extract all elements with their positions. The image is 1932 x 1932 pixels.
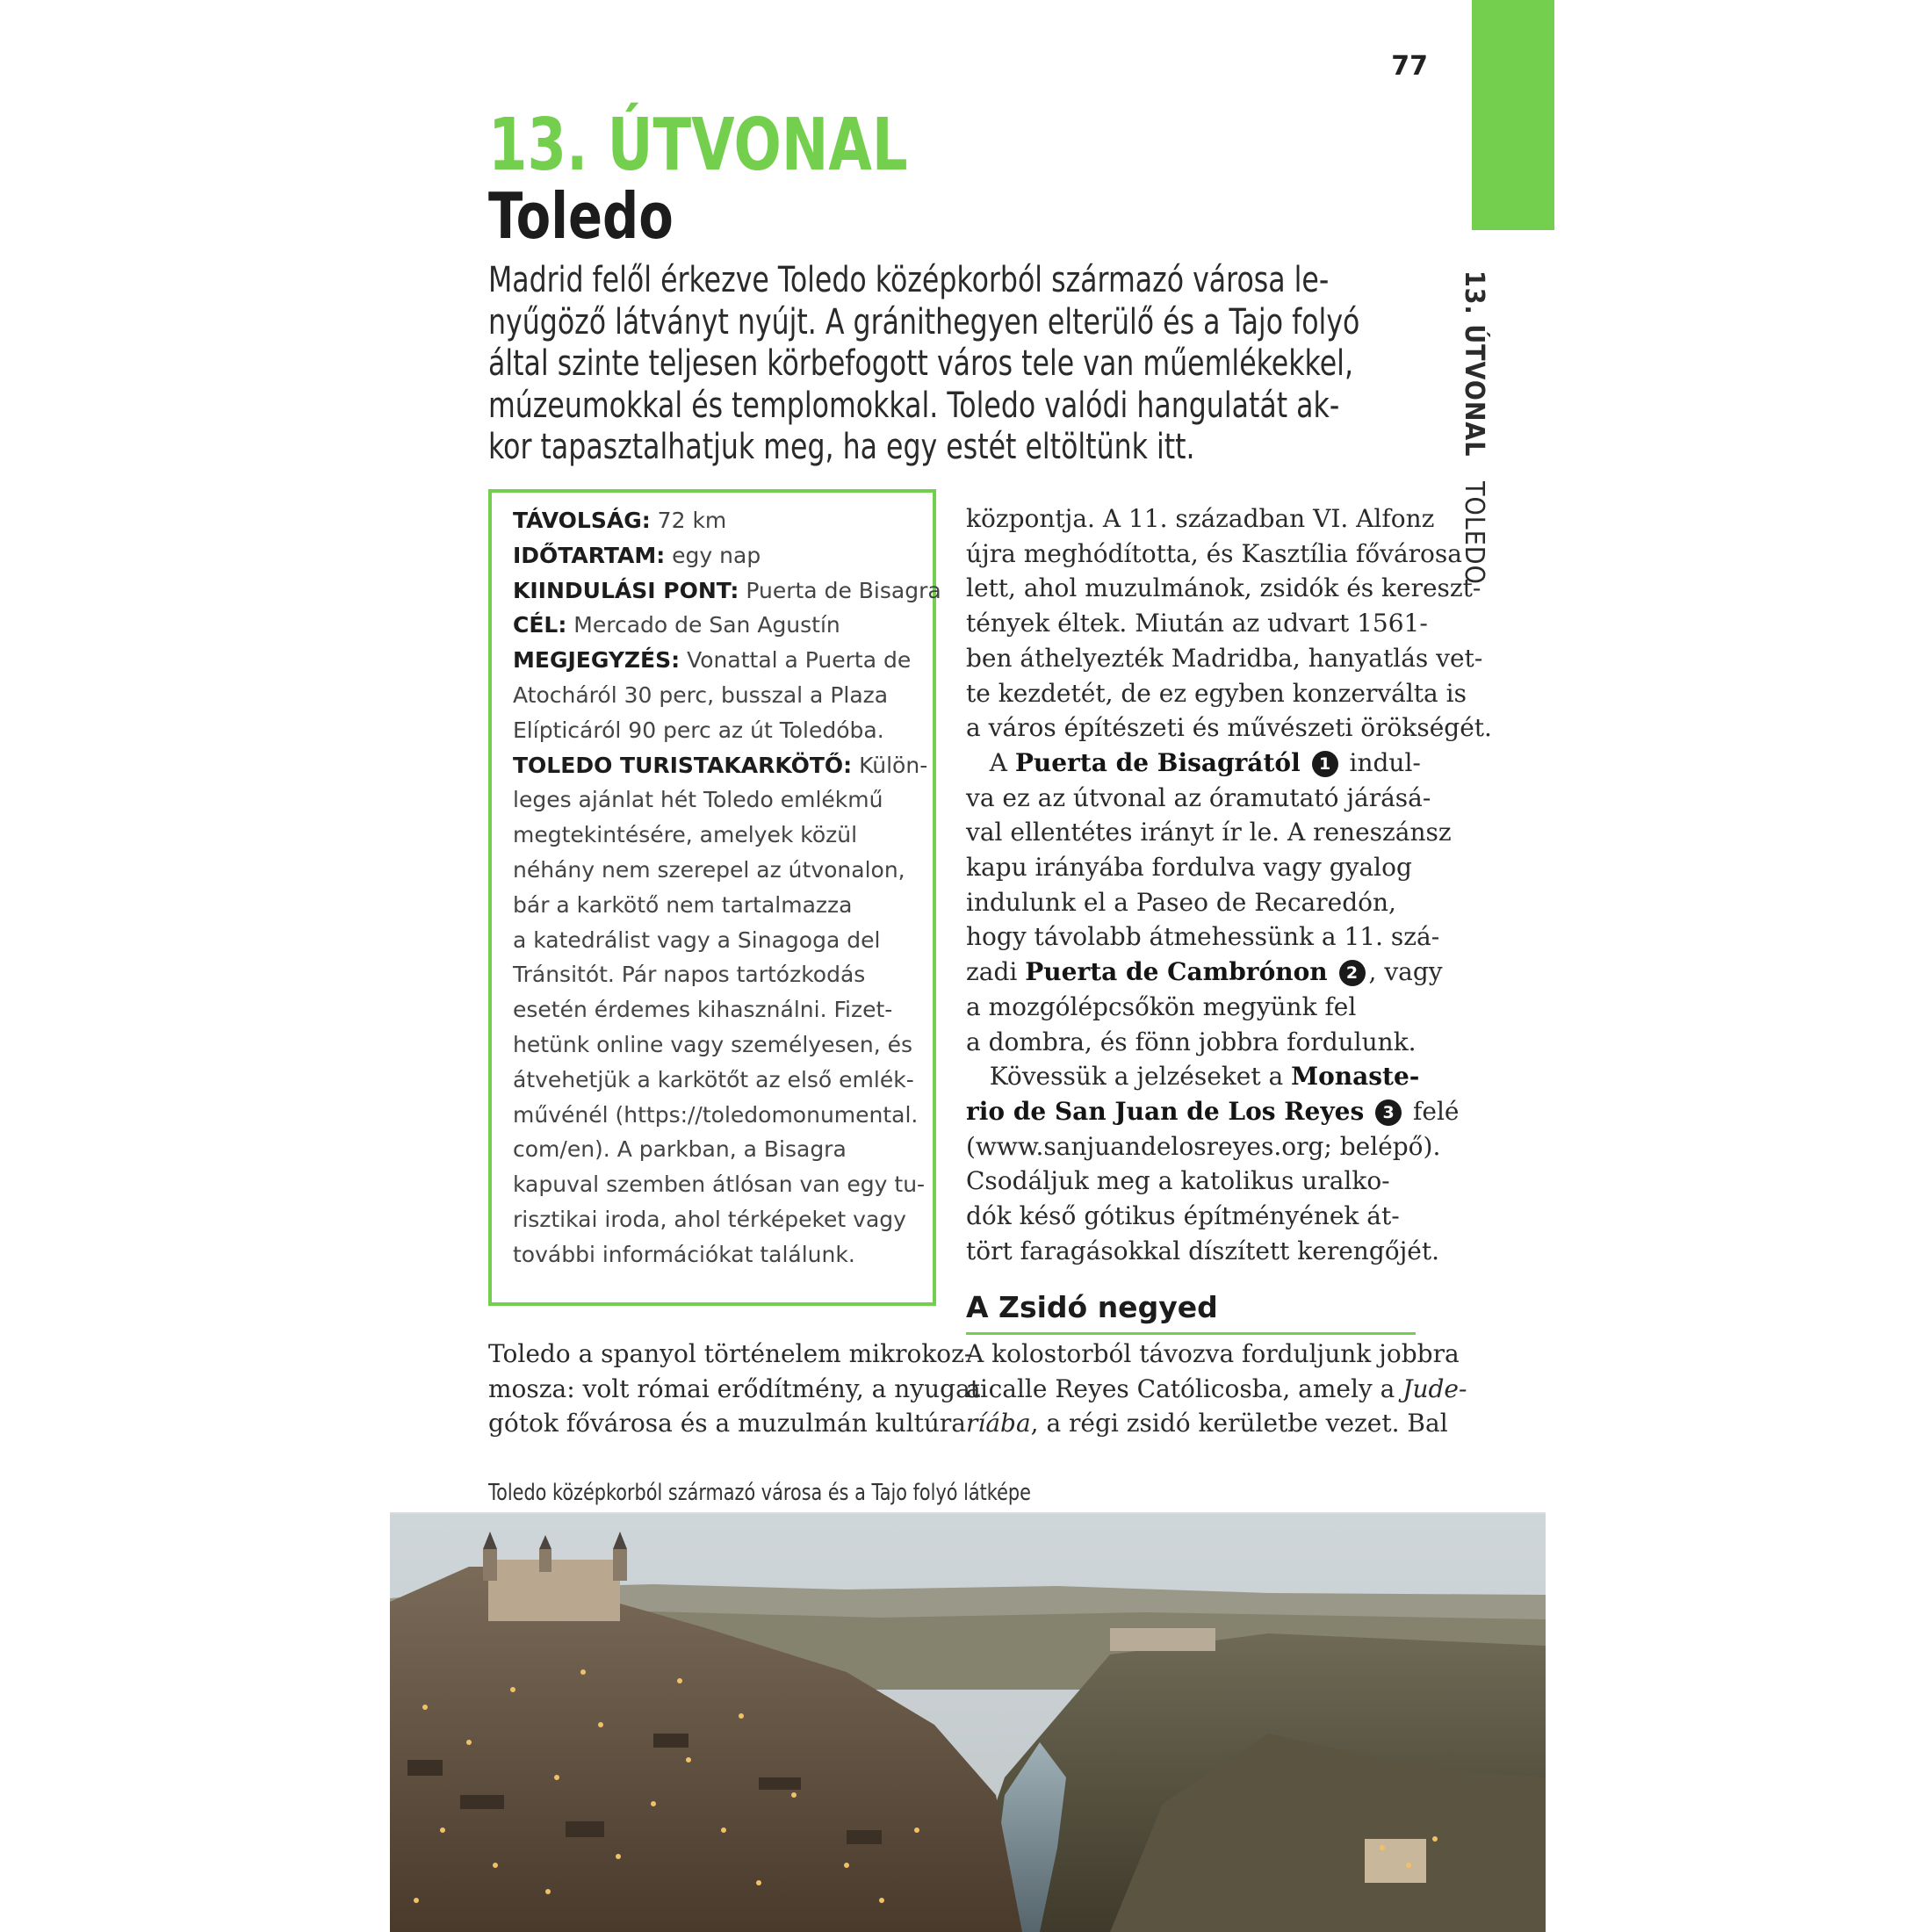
body-line: Csodáljuk meg a katolikus uralko- [966,1166,1390,1196]
body-line: dók késő gótikus építményének át- [966,1201,1400,1231]
route-title: 13. ÚTVONAL [488,104,908,187]
place-monasterio-cont: rio de San Juan de Los Reyes [966,1096,1365,1126]
body-line: ríába, a régi zsidó kerületbe vezet. Bal [966,1409,1448,1438]
intro-line: Madrid felől érkezve Toledo középkorból származó városa le- [488,260,1330,300]
body-line: Kövessük a jelzéseket a Monaste- [966,1062,1420,1092]
body-line: tények éltek. Miután az udvart 1561- [966,609,1428,638]
start-label: KIINDULÁSI PONT: [513,577,739,603]
card-line: leges ajánlat hét Toledo emlékmű [513,787,883,813]
card-line: kapuval szemben átlósan van egy tu- [513,1171,926,1198]
card-line: átvehetjük a karkötőt az első emlék- [513,1066,914,1092]
card-line: bár a karkötő nem tartalmazza [513,891,853,918]
body-line: gótok fővárosa és a muzulmán kultúra [488,1409,966,1438]
card-line: megtekintésére, amelyek közül [513,822,858,848]
goal-label: CÉL: [513,612,567,638]
card-link-line: művénél (https://toledomonumental. [513,1101,919,1128]
body-line: te kezdetét, de ez egyben konzerválta is [966,678,1467,708]
page-number: 77 [1391,51,1428,82]
body-line: va ez az útvonal az óramutató járásá- [966,782,1431,812]
body-line: ben áthelyezték Madridba, hanyatlás vet- [966,643,1483,673]
body-line: Toledo a spanyol történelem mikrokoz- [488,1339,973,1368]
body-line: lett, ahol muzulmánok, zsidók és kereszt- [966,573,1481,603]
distance-value: 72 km [650,508,727,533]
body-line: központja. A 11. században VI. Alfonz [966,504,1435,533]
note-line: Elípticáról 90 perc az út Toledóba. [513,717,884,743]
card-line: risztikai iroda, ahol térképeket vagy [513,1206,906,1232]
intro-line: által szinte teljesen körbefogott város tele van műemlékekkel, [488,343,1353,384]
body-line: zadi Puerta de Cambrónon 2 , vagy [966,957,1443,987]
body-line: a város építészeti és művészeti örökségét. [966,713,1492,743]
stop-marker-3: 3 [1375,1099,1402,1126]
section-heading: A Zsidó negyed [966,1290,1218,1324]
body-line: hogy távolabb átmehessünk a 11. szá- [966,922,1440,952]
duration-row [513,538,926,573]
body-line: a dombra, és fönn jobbra fordulunk. [966,1027,1417,1056]
body-line: a mozgólépcsőkön megyünk fel [966,991,1357,1021]
body-line: A kolostorból távozva forduljunk jobbra [966,1339,1460,1368]
left-column-text [488,1337,988,1441]
place-puerta-de-cambron: Puerta de Cambrónon [1025,957,1328,987]
place-monasterio: Monaste- [1291,1062,1420,1092]
card-line: néhány nem szerepel az útvonalon, [513,856,905,883]
note-value: Vonattal a Puerta de [680,647,912,674]
intro-line: kor tapasztalhatjuk meg, ha egy estét eltöltünk itt. [488,427,1195,467]
card-line: esetén érdemes kihasználni. Fizet- [513,997,893,1023]
city-title: Toledo [488,179,674,253]
body-line: A Puerta de Bisagrától 1 indul- [966,747,1421,777]
duration-value: egy nap [665,542,761,568]
card-line: Tránsitót. Pár napos tartózkodás [513,962,866,988]
intro-line: múzeumokkal és templomokkal. Toledo valódi hangulatát ak- [488,385,1340,426]
place-juderia-cont: ríába [966,1409,1031,1438]
place-juderia: Jude- [1402,1373,1467,1403]
card-label: TOLEDO TURISTAKARKÖTŐ: [513,752,853,778]
note-label: MEGJEGYZÉS: [513,647,681,674]
body-line: mosza: volt római erődítmény, a nyugati [488,1373,988,1403]
card-line: a katedrálist vagy a Sinagoga del [513,926,881,953]
start-row [513,573,941,609]
toledo-panorama-photo [390,1514,1546,1932]
card-link-line: com/en). A parkban, a Bisagra [513,1136,847,1163]
body-line: (www.sanjuandelosreyes.org; belépő). [966,1131,1441,1161]
body-line: tört faragásokkal díszített kerengőjét. [966,1236,1439,1265]
photo-caption: Toledo középkorból származó városa és a Tajo folyó látképe [488,1480,1031,1506]
body-line: indulunk el a Paseo de Recaredón, [966,887,1396,917]
body-line: kapu irányába fordulva vagy gyalog [966,853,1412,883]
stop-marker-2: 2 [1339,960,1366,986]
stop-marker-1: 1 [1312,751,1338,777]
card-line: hetünk online vagy személyesen, és [513,1031,913,1057]
side-route-label: 13. ÚTVONAL [1459,270,1489,458]
note-line: Atocháról 30 perc, busszal a Plaza [513,681,889,708]
chapter-color-tab [1472,0,1554,230]
section-heading-rule [966,1332,1416,1335]
card-row [513,748,926,783]
right-column-text-2 [966,1337,1467,1441]
body-line: val ellentétes irányt ír le. A reneszánsz [966,818,1452,847]
side-city-label: TOLEDO [1459,481,1489,585]
start-value: Puerta de Bisagra [739,577,941,603]
duration-label: IDŐTARTAM: [513,542,666,568]
card-line: további információkat találunk. [513,1241,855,1267]
body-line: a calle Reyes Católicosba, amely a Jude- [966,1373,1467,1403]
body-line: rio de San Juan de Los Reyes 3 felé [966,1096,1460,1126]
distance-label: TÁVOLSÁG: [513,508,651,533]
intro-paragraph [488,260,1360,469]
body-line: újra meghódította, és Kasztília fővárosa [966,538,1462,568]
route-info-box [488,489,941,1306]
photo-illustration [390,1514,1546,1932]
intro-line: nyűgöző látványt nyújt. A gránithegyen elterülő és a Tajo folyó [488,301,1360,342]
place-puerta-de-bisagra: Puerta de Bisagrától [1014,747,1301,777]
card-value: Külön- [852,752,928,778]
goal-value: Mercado de San Agustín [566,612,840,638]
distance-row [513,503,926,538]
note-row [513,643,926,678]
goal-row [513,608,926,643]
